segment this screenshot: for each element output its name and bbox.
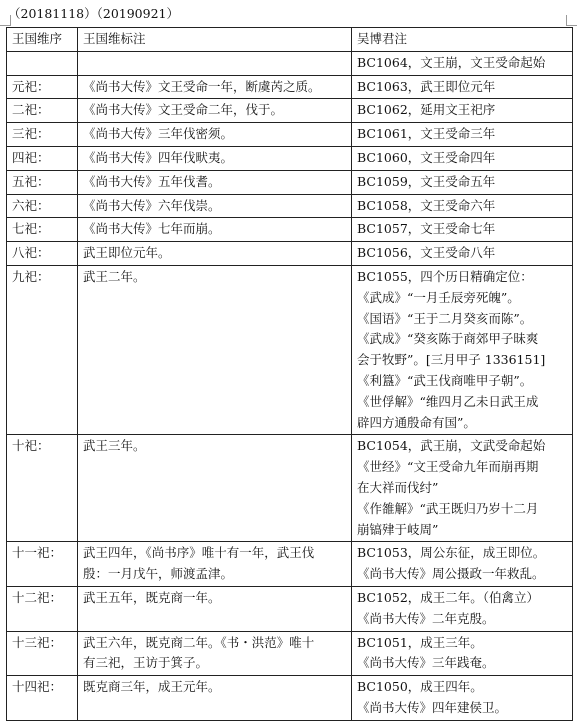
column-header-wang-notes: 王国维标注 xyxy=(78,28,352,52)
cell-wu-note-line: BC1057，文王受命七年 xyxy=(357,221,496,237)
chronology-table-body xyxy=(7,28,573,721)
cell-wu-note-line: BC1051，成王三年。 xyxy=(357,634,483,650)
table-row xyxy=(7,75,573,99)
table-row xyxy=(7,435,573,542)
cell-wang-note-line: 《尚书大传》文王受命二年，伐于。 xyxy=(83,102,284,118)
cell-wang-note-line: 《尚书大传》七年而崩。 xyxy=(83,221,221,237)
cell-wu-note-line: BC1064，文王崩，文王受命起始 xyxy=(357,54,546,70)
cell-wu-note xyxy=(352,242,573,266)
cell-wu-note-line: 《利簋》“武王伐商唯甲子朝”。 xyxy=(357,372,533,388)
cell-wu-note xyxy=(352,265,573,434)
cell-wu-note-line: 《尚书大传》二年克殷。 xyxy=(357,610,495,626)
cell-wu-note-line: 辟四方通殷命有国”。 xyxy=(357,414,476,430)
cell-sequence: 二祀： xyxy=(7,99,78,123)
cell-sequence: 九祀： xyxy=(7,265,78,434)
cell-wang-note-line: 武王即位元年。 xyxy=(83,245,171,261)
cell-wu-note-line: BC1050，成王四年。 xyxy=(357,679,483,695)
cell-wu-note-line: 会于牧野”。[三月甲子 1336151] xyxy=(357,352,546,368)
column-header-wu-notes: 吴博君注 xyxy=(352,28,573,52)
cell-wang-note xyxy=(78,123,352,147)
cell-sequence xyxy=(7,51,78,75)
cell-wu-note xyxy=(352,676,573,721)
cell-wang-note-line: 武王四年，《尚书序》唯十有一年，武王伐 xyxy=(83,545,315,561)
cell-wu-note-line: 《武成》“一月壬辰旁死魄”。 xyxy=(357,289,520,305)
cell-wu-note-line: 崩镐肂于岐周” xyxy=(357,521,439,537)
cell-wang-note xyxy=(78,75,352,99)
cell-sequence: 五祀： xyxy=(7,170,78,194)
cell-wu-note xyxy=(352,146,573,170)
cell-wang-note xyxy=(78,99,352,123)
cell-wang-note-line: 殷：一月戊午，师渡孟津。 xyxy=(83,566,234,582)
cell-wang-note xyxy=(78,51,352,75)
cell-wu-note-line: 《国语》“王于二月癸亥而陈”。 xyxy=(357,310,533,326)
cell-wu-note xyxy=(352,542,573,587)
cell-sequence: 十祀： xyxy=(7,435,78,542)
table-row xyxy=(7,99,573,123)
cell-sequence: 八祀： xyxy=(7,242,78,266)
cell-wu-note xyxy=(352,435,573,542)
cell-wu-note-line: BC1054，武王崩，文武受命起始 xyxy=(357,438,546,454)
cell-wu-note xyxy=(352,51,573,75)
cell-wang-note-line: 《尚书大传》五年伐耆。 xyxy=(83,173,221,189)
cell-wang-note-line: 武王二年。 xyxy=(83,268,146,284)
cell-wu-note-line: 《世俘解》“维四月乙未日武王成 xyxy=(357,393,539,409)
cell-wang-note xyxy=(78,265,352,434)
cell-wang-note xyxy=(78,218,352,242)
cell-wang-note-line: 《尚书大传》文王受命一年，断虞芮之质。 xyxy=(83,78,321,94)
cell-sequence: 六祀： xyxy=(7,194,78,218)
cell-sequence: 四祀： xyxy=(7,146,78,170)
cell-wu-note-line: BC1056，文王受命八年 xyxy=(357,245,496,261)
cell-wu-note-line: 《尚书大传》四年建侯卫。 xyxy=(357,699,508,715)
cell-wang-note xyxy=(78,586,352,631)
cell-wang-note-line: 《尚书大传》六年伐崇。 xyxy=(83,197,221,213)
cell-wu-note xyxy=(352,586,573,631)
cell-wu-note xyxy=(352,99,573,123)
cell-wang-note xyxy=(78,676,352,721)
cell-wang-note xyxy=(78,542,352,587)
cell-wu-note xyxy=(352,194,573,218)
cell-wu-note-line: BC1055，四个历日精确定位： xyxy=(357,268,533,284)
cell-wu-note-line: 《作雒解》“武王既归乃岁十二月 xyxy=(357,500,539,516)
cell-wu-note-line: 《尚书大传》周公摄政一年救乱。 xyxy=(357,566,545,582)
cell-wu-note-line: BC1061，文王受命三年 xyxy=(357,126,496,142)
cell-wu-note xyxy=(352,170,573,194)
cell-wu-note xyxy=(352,123,573,147)
cell-wang-note xyxy=(78,194,352,218)
cell-wu-note-line: 在大祥而伐纣” xyxy=(357,479,439,495)
table-row xyxy=(7,586,573,631)
cell-sequence: 十三祀： xyxy=(7,631,78,676)
column-header-wang-sequence: 王国维序 xyxy=(7,28,78,52)
cell-wu-note-line: 《尚书大传》三年践奄。 xyxy=(357,655,495,671)
table-row xyxy=(7,218,573,242)
cell-wu-note xyxy=(352,631,573,676)
cell-wang-note xyxy=(78,631,352,676)
table-row xyxy=(7,123,573,147)
cell-wu-note-line: BC1058，文王受命六年 xyxy=(357,197,496,213)
cell-sequence: 七祀： xyxy=(7,218,78,242)
cell-wang-note xyxy=(78,146,352,170)
cell-sequence: 元祀： xyxy=(7,75,78,99)
table-row xyxy=(7,146,573,170)
table-row xyxy=(7,242,573,266)
document-date-header: （20181118）（20190921） xyxy=(8,6,179,21)
cell-sequence: 十四祀： xyxy=(7,676,78,721)
table-row xyxy=(7,631,573,676)
cell-wu-note-line: BC1052，成王二年。（伯禽立） xyxy=(357,589,540,605)
cell-wang-note-line: 既克商三年，成王元年。 xyxy=(83,679,221,695)
cell-wu-note-line: 《世经》“文王受命九年而崩再期 xyxy=(357,459,539,475)
cell-wu-note-line: BC1062，延用文王祀序 xyxy=(357,102,496,118)
table-row xyxy=(7,676,573,721)
cell-sequence: 十二祀： xyxy=(7,586,78,631)
table-row xyxy=(7,170,573,194)
cell-wu-note xyxy=(352,75,573,99)
table-row xyxy=(7,51,573,75)
cell-wang-note-line: 《尚书大传》三年伐密须。 xyxy=(83,126,234,142)
cell-sequence: 三祀： xyxy=(7,123,78,147)
cell-wu-note-line: BC1053，周公东征，成王即位。 xyxy=(357,545,546,561)
cell-wang-note xyxy=(78,170,352,194)
table-row xyxy=(7,194,573,218)
table-row xyxy=(7,265,573,434)
cell-wang-note xyxy=(78,435,352,542)
cell-wu-note xyxy=(352,218,573,242)
cell-wang-note xyxy=(78,242,352,266)
cell-wang-note-line: 有三祀，王访于箕子。 xyxy=(83,655,209,671)
cell-sequence: 十一祀： xyxy=(7,542,78,587)
cell-wang-note-line: 武王三年。 xyxy=(83,438,146,454)
page-corner-mark-right xyxy=(566,15,577,26)
cell-wang-note-line: 武王六年，既克商二年。《书・洪范》唯十 xyxy=(83,634,315,650)
cell-wu-note-line: 《武成》“癸亥陈于商郊甲子昧爽 xyxy=(357,331,539,347)
cell-wang-note-line: 《尚书大传》四年伐畎夷。 xyxy=(83,149,234,165)
cell-wu-note-line: BC1060，文王受命四年 xyxy=(357,149,496,165)
table-header-row xyxy=(7,28,573,52)
cell-wu-note-line: BC1059，文王受命五年 xyxy=(357,173,496,189)
cell-wang-note-line: 武王五年，既克商一年。 xyxy=(83,589,221,605)
cell-wu-note-line: BC1063，武王即位元年 xyxy=(357,78,496,94)
table-row xyxy=(7,542,573,587)
chronology-table xyxy=(6,27,573,721)
